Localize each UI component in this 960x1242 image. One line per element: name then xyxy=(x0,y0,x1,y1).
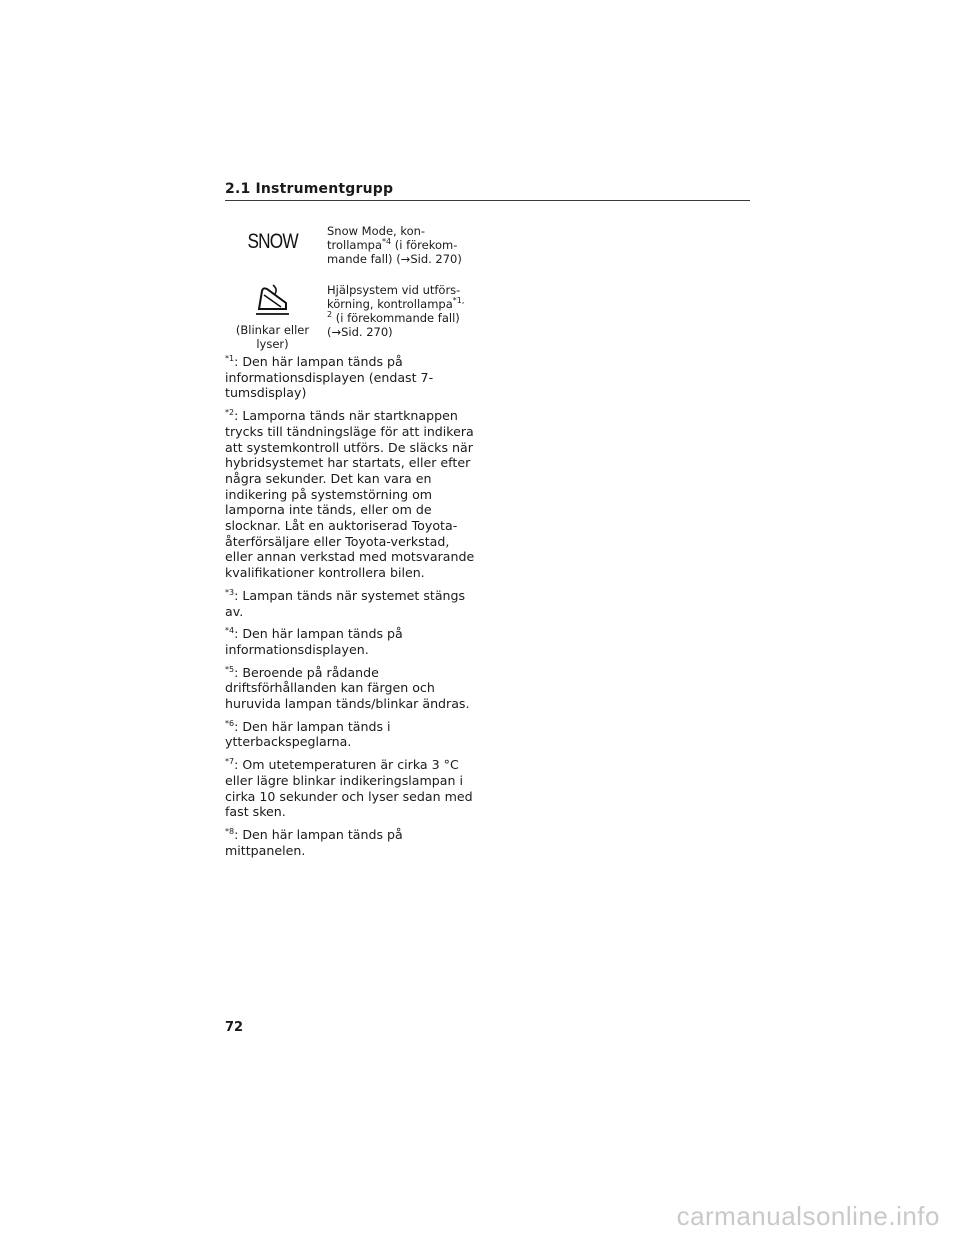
section-title: 2.1 Instrumentgrupp xyxy=(225,181,394,197)
section-header xyxy=(225,178,750,201)
footnotes xyxy=(225,354,475,865)
page-number: 72 xyxy=(225,1020,244,1035)
footnote-7: $^{*7}$: Om utetemperaturen är cirka 3 °C eller lägre blinkar indikeringslampan i cirka 10 sekunder och lyser sedan med fast sken. xyxy=(225,756,473,820)
footnote-2: $^{*2}$: Lamporna tänds när startknappen trycks till tändningsläge för att indikera att systemkontroll utförs. De släcks när hybridsystemet har startats, eller efter några sekunder. Det kan vara en indikering på systemstörning om lamporna inte tänds, eller om de slocknar. Låt en auktoriserad Toyota-återförsäljare eller Toyota-verkstad, eller annan verkstad med motsvarande kvalifikationer kontrollera bilen. xyxy=(225,407,475,581)
snow-mode-description: Snow Mode, kon-trollampa$^{*4}$ (i förekom-mande fall) (→Sid. 270) xyxy=(327,224,462,266)
footnote-6: $^{*6}$: Den här lampan tänds i ytterbackspeglarna. xyxy=(225,718,391,750)
footnote-5: $^{*5}$: Beroende på rådande driftsförhållanden kan färgen och huruvida lampan tänds/blinkar ändras. xyxy=(225,664,470,712)
blink-note: (Blinkar eller lyser) xyxy=(235,323,310,351)
indicator-row-assist xyxy=(225,283,475,353)
snow-mode-icon: SNOW xyxy=(247,230,298,253)
indicator-row-snow xyxy=(225,224,475,274)
assist-system-icon-cell xyxy=(225,283,320,351)
assist-system-icon xyxy=(253,283,293,317)
footnote-8: $^{*8}$: Den här lampan tänds på mittpanelen. xyxy=(225,826,403,858)
assist-system-description: Hjälpsystem vid utförs-körning, kontrollampa$^{*1, 2}$ (i förekommande fall) (→Sid. 270) xyxy=(327,283,465,339)
footnote-1: $^{*1}$: Den här lampan tänds på informationsdisplayen (endast 7-tumsdisplay) xyxy=(225,353,434,401)
footnote-4: $^{*4}$: Den här lampan tänds på informationsdisplayen. xyxy=(225,626,403,657)
watermark: carmanualsonline.info xyxy=(676,1201,940,1231)
footnote-3: $^{*3}$: Lampan tänds när systemet stängs av. xyxy=(225,587,466,619)
